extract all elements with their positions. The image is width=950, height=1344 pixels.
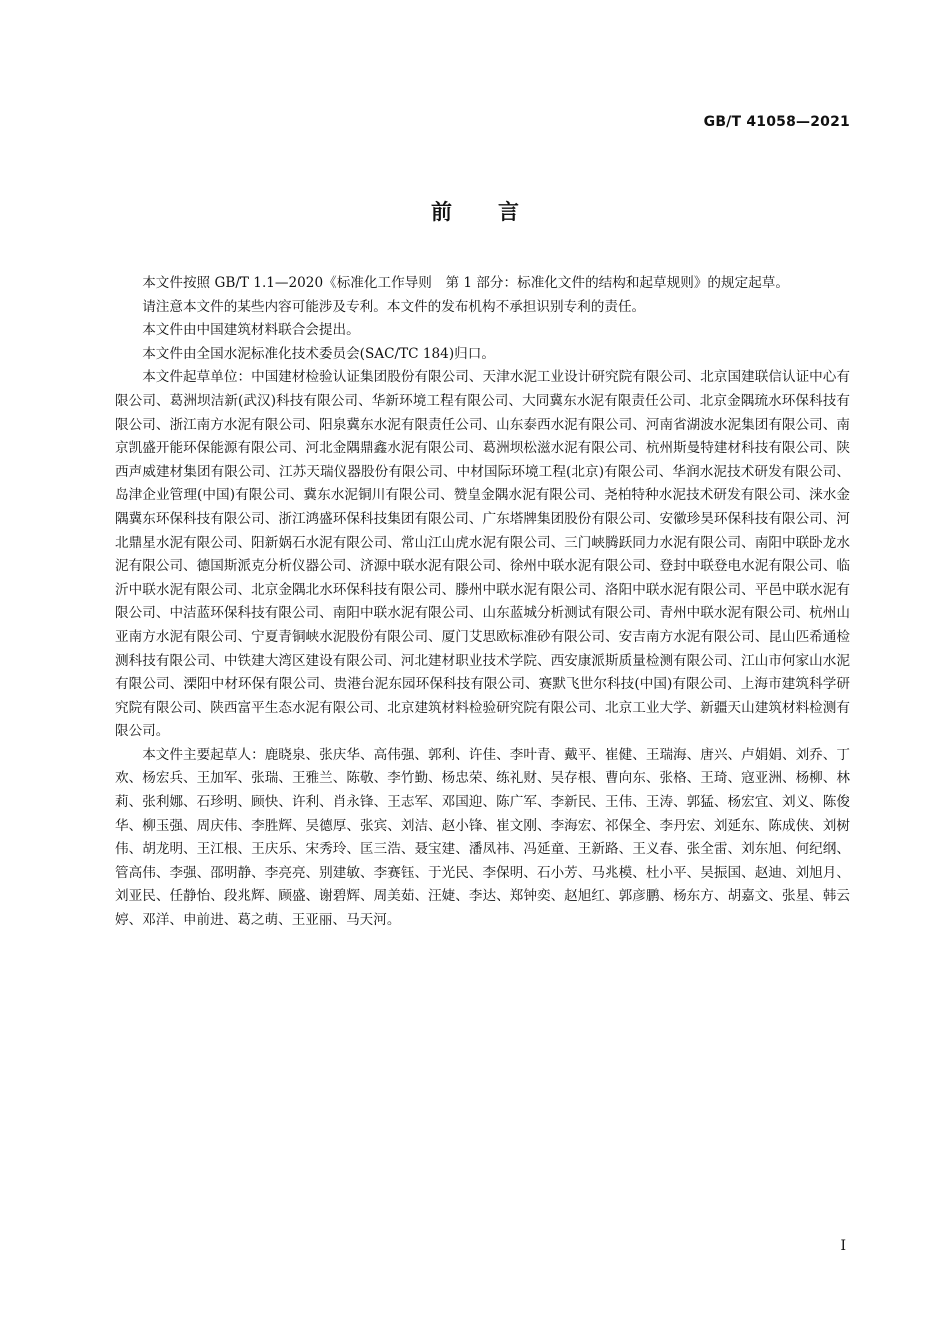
paragraph-drafting-rules: 本文件按照 GB/T 1.1—2020《标准化工作导则 第 1 部分：标准化文件的结构和起草规则》的规定起草。	[142, 275, 789, 291]
paragraph-patent-notice: 请注意本文件的某些内容可能涉及专利。本文件的发布机构不承担识别专利的责任。	[142, 298, 646, 315]
page-title: 前言	[431, 200, 565, 224]
paragraph-drafting-units: 本文件起草单位：中国建材检验认证集团股份有限公司、天津水泥工业设计研究院有限公司、北京国建联信认证中心有限公司、葛洲坝洁新(武汉)科技有限公司、华新环境工程有限公司、大同冀东水泥有限责任公司、北京金隅琉水环保科技有限公司、浙江南方水泥有限公司、阳泉冀东水泥有限责任公司、山东泰西水泥有限公司、河南省湖波水泥集团有限公司、南京凯盛开能环保能源有限公司、河北金隅鼎鑫水泥有限公司、葛洲坝松滋水泥有限公司、杭州斯曼特建材科技有限公司、陕西声威建材集团有限公司、江苏天瑞仪器股份有限公司、中材国际环境工程(北京)有限公司、华润水泥技术研发有限公司、岛津企业管理(中国)有限公司、冀东水泥铜川有限公司、赞皇金隅水泥有限公司、尧柏特种水泥技术研发有限公司、涞水金隅冀东环保科技有限公司、浙江鸿盛环保科技集团有限公司、广东塔牌集团股份有限公司、安徽珍昊环保科技有限公司、河北鼎星水泥有限公司、阳新娲石水泥有限公司、常山江山虎水泥有限公司、三门峡腾跃同力水泥有限公司、南阳中联卧龙水泥有限公司、德国斯派克分析仪器公司、济源中联水泥有限公司、徐州中联水泥有限公司、登封中联登电水泥有限公司、临沂中联水泥有限公司、北京金隅北水环保科技有限公司、滕州中联水泥有限公司、洛阳中联水泥有限公司、平邑中联水泥有限公司、中洁蓝环保科技有限公司、南阳中联水泥有限公司、山东蓝城分析测试有限公司、青州中联水泥有限公司、杭州山亚南方水泥有限公司、宁夏青铜峡水泥股份有限公司、厦门艾思欧标准砂有限公司、安吉南方水泥有限公司、昆山匹希通检测科技有限公司、中铁建大湾区建设有限公司、河北建材职业技术学院、西安康派斯质量检测有限公司、江山市何家山水泥有限公司、溧阳中材环保有限公司、贵港台泥东园环保科技有限公司、赛默飞世尔科技(中国)有限公司、上海市建筑科学研究院有限公司、陕西富平生态水泥有限公司、北京建筑材料检验研究院有限公司、北京工业大学、新疆天山建筑材料检测有限公司。	[115, 369, 850, 740]
foreword-body	[115, 272, 850, 933]
paragraph-proposer: 本文件由中国建筑材料联合会提出。	[142, 322, 360, 339]
paragraph-drafters: 本文件主要起草人：鹿晓泉、张庆华、高伟强、郭利、许佳、李叶青、戴平、崔健、王瑞海、唐兴、卢娟娟、刘乔、丁欢、杨宏兵、王加军、张瑞、王雅兰、陈敬、李竹勤、杨忠荣、练礼财、吴存根、曹向东、张格、王琦、寇亚洲、杨柳、林莉、张利娜、石珍明、顾快、许利、肖永锋、王志军、邓国迎、陈广军、李新民、王伟、王涛、郭猛、杨宏宜、刘义、陈俊华、柳玉强、周庆伟、李胜辉、吴德厚、张宾、刘洁、赵小锋、崔文刚、李海宏、祁保全、李丹宏、刘延东、陈成侠、刘树伟、胡龙明、王江根、王庆乐、宋秀玲、匡三浩、聂宝建、潘凤祎、冯延童、王新路、王义春、张全雷、刘东旭、何纪纲、管高伟、李强、邵明静、李亮亮、别建敏、李赛钰、于光民、李保明、石小芳、马兆模、杜小平、吴振国、赵迪、刘旭月、刘亚民、任静怡、段兆辉、顾盛、谢碧辉、周美茹、汪婕、李达、郑钟奕、赵旭红、郭彦鹏、杨东方、胡嘉文、张星、韩云婷、邓洋、申前进、葛之萌、王亚丽、马天河。	[115, 746, 850, 929]
page-number: I	[840, 1238, 846, 1254]
standard-code: GB/T 41058—2021	[703, 114, 850, 130]
paragraph-administrator: 本文件由全国水泥标准化技术委员会(SAC/TC 184)归口。	[142, 345, 495, 362]
